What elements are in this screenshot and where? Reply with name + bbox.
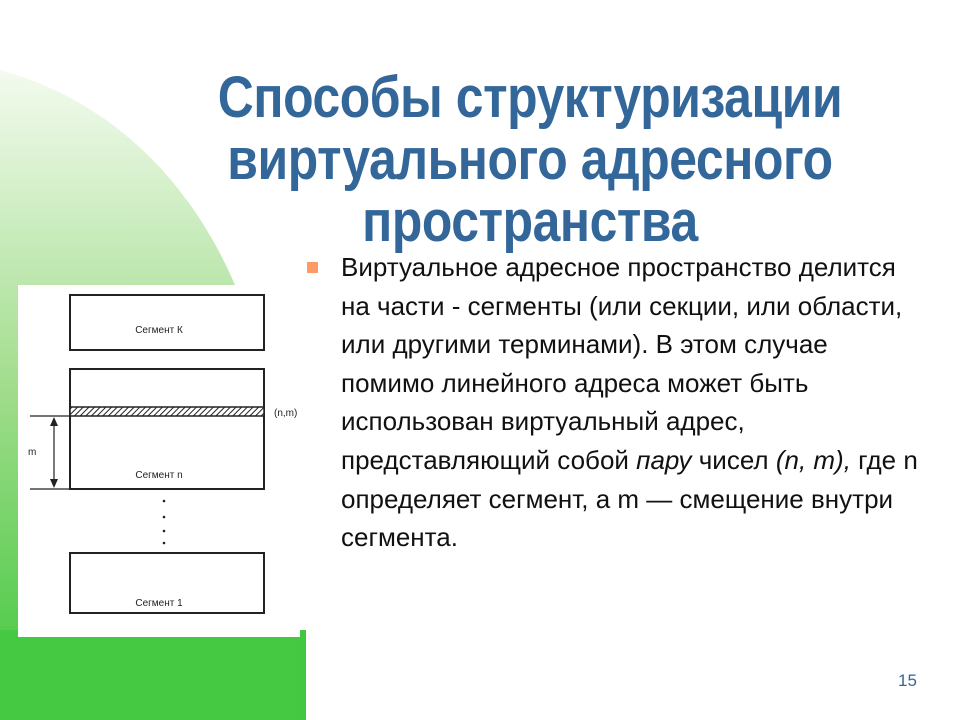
- segment-1-label: Сегмент 1: [135, 598, 183, 609]
- pair-label: (n,m): [274, 408, 298, 419]
- bullet-text-part-3: где n определяет сегмент, а m — смещение внутри сегмента.: [341, 444, 918, 553]
- title-line-2: виртуального адресного: [227, 126, 833, 192]
- emphasis-pair: пару: [636, 444, 692, 475]
- segment-k-box: [70, 295, 264, 350]
- segment-diagram: [18, 285, 300, 637]
- hatched-address-line: [70, 407, 264, 416]
- ellipsis-dot: [163, 542, 166, 545]
- title-line-1: Способы структуризации: [217, 64, 843, 130]
- bullet-text-part-1: Виртуальное адресное пространство делится на части - сегменты (или секции, или области, или другими терминами). В этом случае помимо линейного адреса может быть использован виртуальный адрес, представляющий собой: [341, 252, 903, 475]
- segment-n-label: Сегмент n: [135, 470, 183, 481]
- offset-arrow-down-icon: [50, 479, 58, 488]
- ellipsis-dot: [163, 530, 166, 533]
- title-line-3: пространства: [362, 188, 698, 254]
- bullet-square-icon: [307, 262, 318, 273]
- offset-label: m: [28, 447, 37, 458]
- page-number: 15: [898, 671, 917, 690]
- slide-title: [186, 64, 874, 254]
- bullet-text-part-2: чисел: [691, 444, 776, 475]
- emphasis-n-m: (n, m),: [775, 444, 851, 475]
- segment-diagram-svg: [18, 285, 300, 637]
- ellipsis-dot: [163, 516, 166, 519]
- bullet-text: [341, 248, 921, 557]
- ellipsis-dot: [163, 500, 166, 503]
- offset-arrow-up-icon: [50, 417, 58, 426]
- segment-k-label: Сегмент К: [135, 325, 183, 336]
